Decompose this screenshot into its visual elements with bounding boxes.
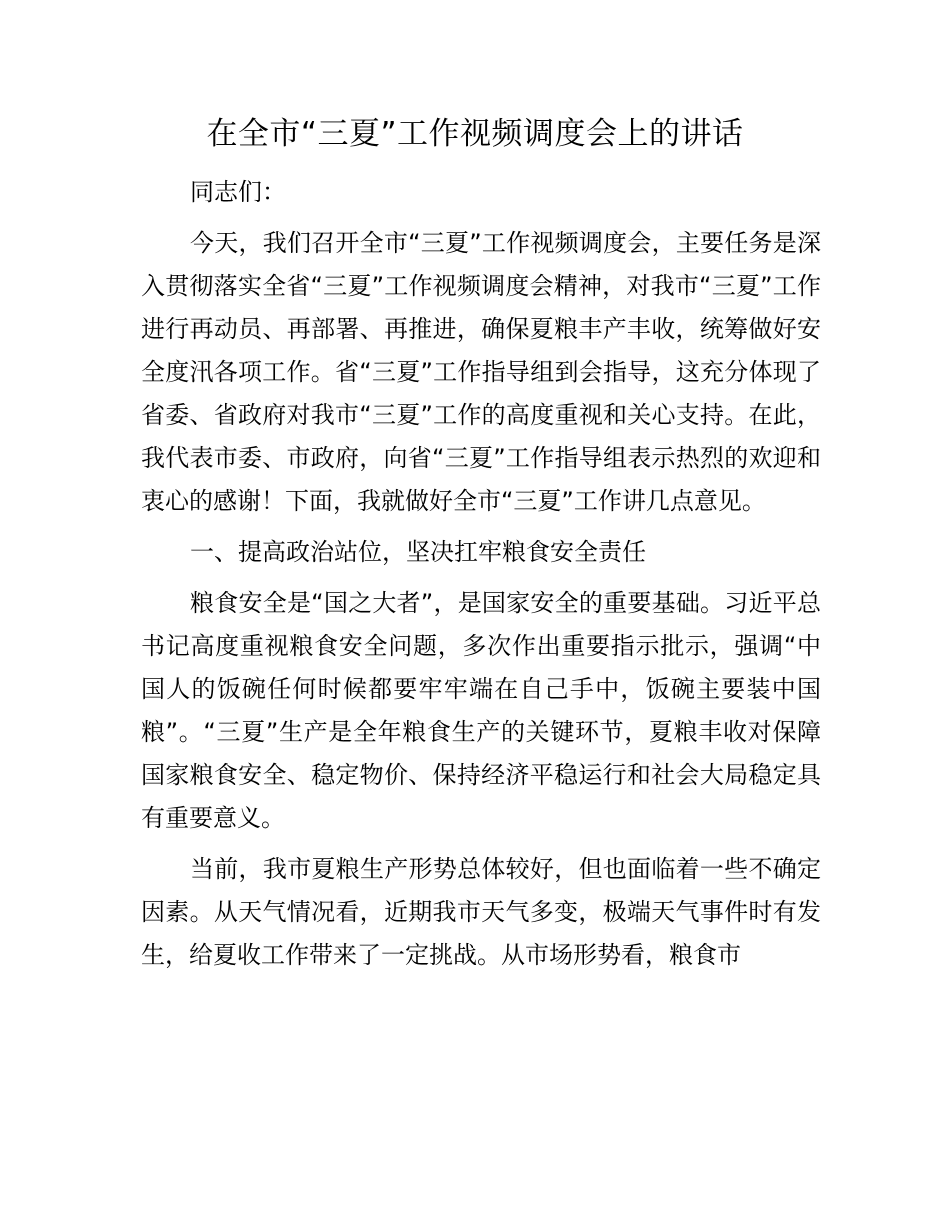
paragraph-intro: 今天，我们召开全市“三夏”工作视频调度会，主要任务是深入贯彻落实全省“三夏”工作视频调度会精神，对我市“三夏”工作进行再动员、再部署、再推进，确保夏粮丰产丰收，统筹做好安全度汛各项工作。省“三夏”工作指导组到会指导，这充分体现了省委、省政府对我市“三夏”工作的高度重视和关心支持。在此，我代表市委、市政府，向省“三夏”工作指导组表示热烈的欢迎和衷心的感谢！下面，我就做好全市“三夏”工作讲几点意见。 bbox=[141, 229, 821, 515]
paragraph-food-security: 粮食安全是“国之大者”，是国家安全的重要基础。习近平总书记高度重视粮食安全问题，多次作出重要指示批示，强调“中国人的饭碗任何时候都要牢牢端在自己手中，饭碗主要装中国粮”。“三夏”生产是全年粮食生产的关键环节，夏粮丰收对保障国家粮食安全、稳定物价、保持经济平稳运行和社会大局稳定具有重要意义。 bbox=[141, 589, 821, 832]
salutation: 同志们： bbox=[190, 178, 286, 206]
document-title: 在全市“三夏”工作视频调度会上的讲话 bbox=[206, 116, 744, 152]
document-body bbox=[141, 222, 821, 985]
section-heading: 一、提高政治站位，坚决扛牢粮食安全责任 bbox=[190, 538, 646, 566]
paragraph-current-situation: 当前，我市夏粮生产形势总体较好，但也面临着一些不确定因素。从天气情况看，近期我市天气多变，极端天气事件时有发生，给夏收工作带来了一定挑战。从市场形势看，粮食市 bbox=[141, 855, 821, 969]
